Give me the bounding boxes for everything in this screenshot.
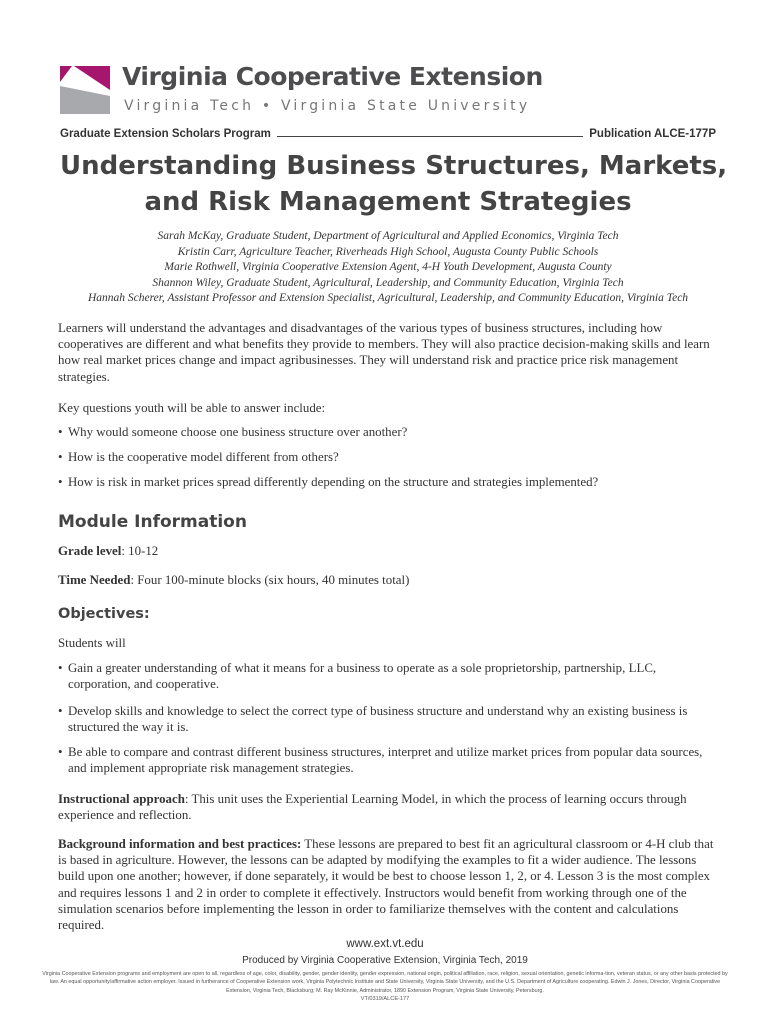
document-title [60, 148, 728, 220]
objectives-heading: Objectives: [58, 606, 150, 622]
time-value: : Four 100-minute blocks (six hours, 40 minutes total) [130, 573, 410, 587]
logo-subtitle: Virginia Tech • Virginia State University [124, 98, 531, 114]
time-needed [58, 572, 409, 588]
background-label: Background information and best practices: [58, 837, 302, 851]
author-line: Kristin Carr, Agriculture Teacher, Riverheads High School, Augusta County Public Schools [177, 245, 599, 258]
author-list [40, 229, 736, 307]
author-line: Marie Rothwell, Virginia Cooperative Extension Agent, 4-H Youth Development, Augusta County [164, 261, 612, 274]
series-header [60, 124, 716, 140]
grade-level [58, 543, 158, 559]
author-line: Sarah McKay, Graduate Student, Department of Agricultural and Applied Economics, Virginia Tech [157, 230, 619, 242]
key-question-item: • How is the cooperative model different from others? [58, 450, 339, 464]
bullet-icon: • [58, 745, 63, 759]
background-text: These lessons are prepared to best fit an agricultural classroom or 4-H club that is based in agriculture. However, the lessons can be adapted by modifying the examples to fit a wider audience. The lessons build upon one another; however, if done separately, it would be best to choose lesson 1, 2, or 4. Lesson 3 is the most complex and requires lessons 1 and 2 in order to complete it effectively. Instructors would benefit from working through one of the simulation scenarios before implementing the lesson in order to familiarize themselves with the content and calculations required. [58, 837, 714, 933]
program-name: Graduate Extension Scholars Program [60, 128, 271, 140]
bullet-icon: • [58, 450, 63, 464]
vce-logo-mark-icon [60, 66, 110, 114]
title-line-2: and Risk Management Strategies [144, 187, 632, 217]
instructional-text: : This unit uses the Experiential Learning Model, in which the process of learning occurs through experience and reflection. [58, 792, 687, 823]
footer-produced: Produced by Virginia Cooperative Extension, Virginia Tech, 2019 [242, 955, 528, 966]
grade-value: : 10-12 [121, 544, 159, 558]
key-question-item: • How is risk in market prices spread differently depending on the structure and strategies implemented? [58, 475, 599, 489]
publication-number: Publication ALCE-177P [589, 128, 716, 140]
background-info [58, 836, 718, 933]
footer-url: www.ext.vt.edu [346, 938, 424, 950]
bullet-icon: • [58, 475, 63, 489]
bullet-icon: • [58, 661, 63, 675]
logo-title: Virginia Cooperative Extension [122, 62, 543, 91]
footer-code: VT/0319/ALCE-177 [360, 996, 410, 1002]
author-line: Hannah Scherer, Assistant Professor and Extension Specialist, Agricultural, Leadership, and Community Education, Virginia Tech [87, 292, 689, 305]
objectives-lead: Students will [58, 636, 126, 650]
bullet-icon: • [58, 704, 63, 718]
module-heading: Module Information [58, 512, 247, 532]
time-label: Time Needed [58, 573, 131, 587]
title-line-1: Understanding Business Structures, Markets, [60, 151, 728, 181]
intro-paragraph: Learners will understand the advantages and disadvantages of the various types of business structures, including how cooperatives are different and what benefits they provide to members. They will also practice decision-making skills and learn how real market prices change and impact agribusinesses. They will understand risk and practice price risk management strategies. [58, 321, 710, 384]
objective-item: • Be able to compare and contrast different business structures, interpret and utilize market prices from popular data sources, and implement appropriate risk management strategies. [58, 745, 703, 776]
objective-item: • Develop skills and knowledge to select the correct type of business structure and understand why an existing business is structured the way it is. [58, 704, 688, 735]
author-line: Shannon Wiley, Graduate Student, Agricultural, Leadership, and Community Education, Virginia Tech [152, 276, 624, 289]
key-questions-lead: Key questions youth will be able to answer include: [58, 401, 326, 415]
header-rule [277, 136, 583, 137]
instructional-label: Instructional approach [58, 792, 185, 806]
vce-logo [60, 62, 550, 118]
bullet-icon: • [58, 425, 63, 439]
footer-fine-print: Virginia Cooperative Extension programs and employment are open to all, regardless of age, color, disability, gender, gender identity, gender expression, national origin, political affiliation, race, religion, sexual orientation, genetic informa-tion, veteran status, or any other basis protected by law. An equal opportunity/affirmative action employer. Issued in furtherance of Cooperative Extension work, Virginia Polytechnic Institute and State University, Virginia State University, and the U.S. Department of Agriculture cooperating. Edwin J. Jones, Director, Virginia Cooperative Extension, Virginia Tech, Blacksburg; M. Ray McKinnie, Administrator, 1890 Extension Program, Virginia State University, Petersburg. [42, 971, 728, 994]
objective-item: • Gain a greater understanding of what it means for a business to operate as a sole proprietorship, partnership, LLC, corporation, and cooperative. [58, 661, 657, 692]
key-question-item: • Why would someone choose one business structure over another? [58, 425, 408, 439]
instructional-approach [58, 791, 718, 823]
grade-label: Grade level [58, 544, 122, 558]
